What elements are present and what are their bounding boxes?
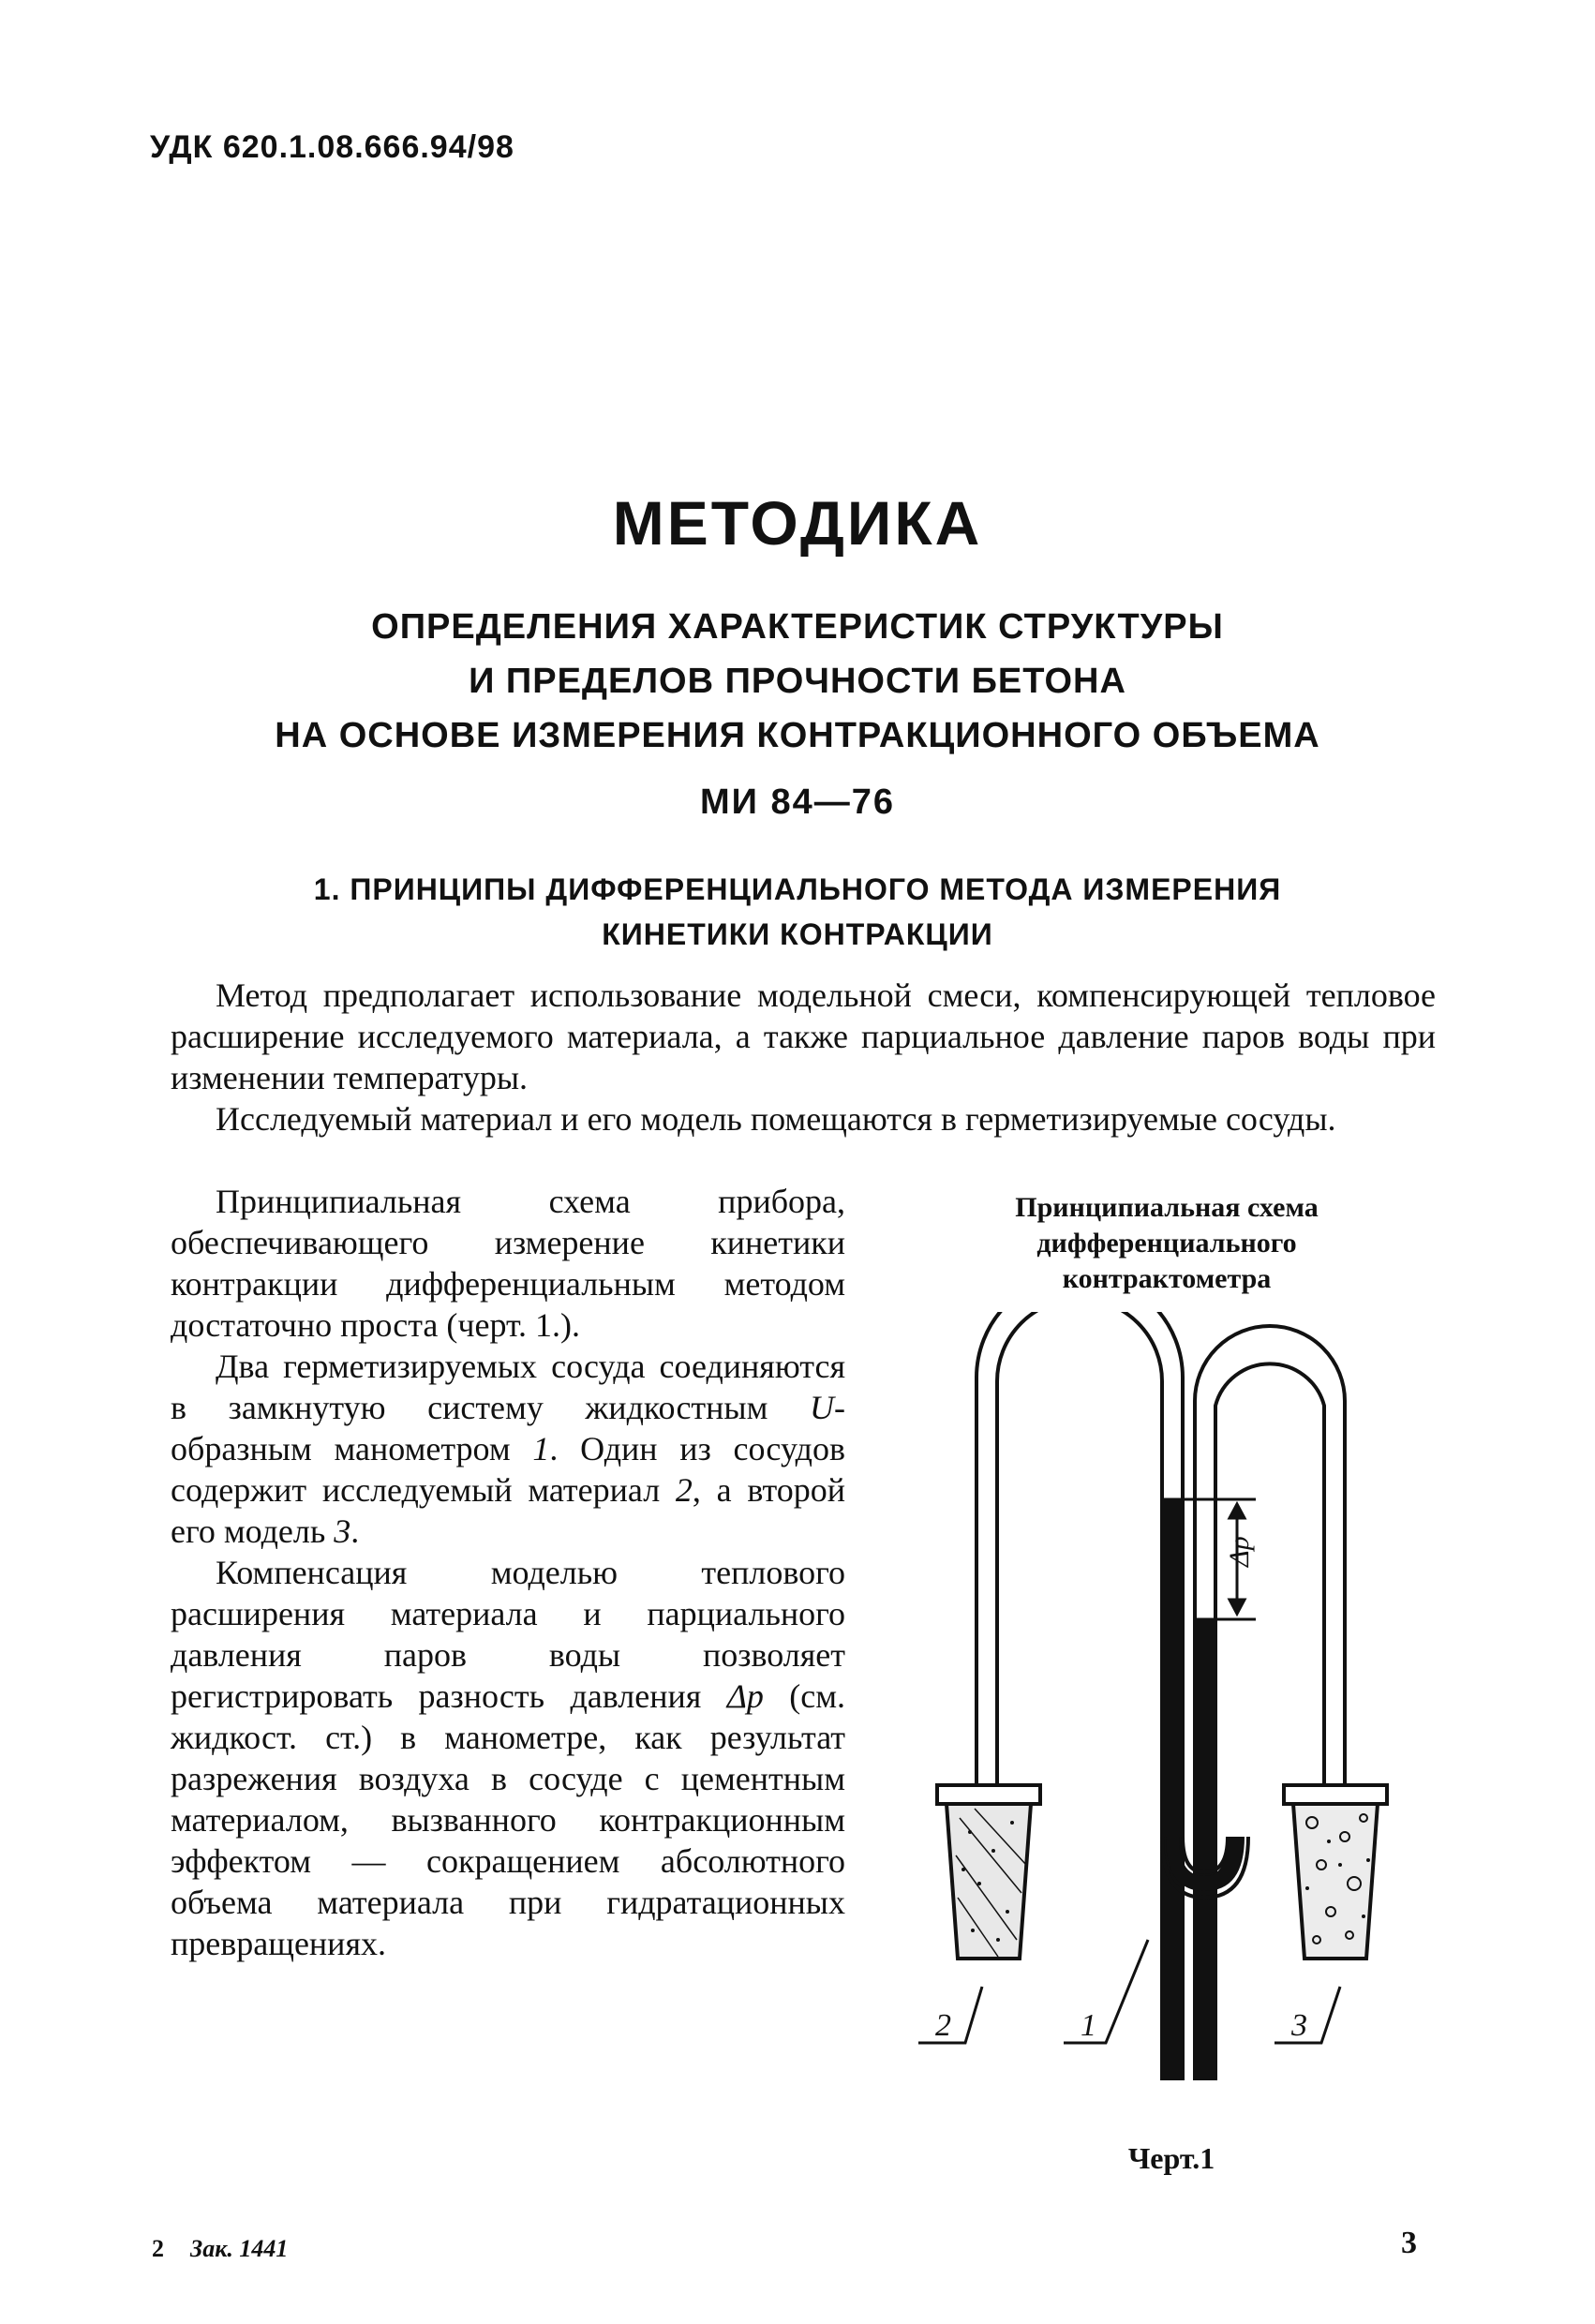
text-run: (см. жидкост. ст.) в манометре, как результат разрежения воздуха в сосуде с цементным материалом, вызванного контракционным эффектом — сокращением абсолютного объема материала при гидратационных превращениях. (171, 1677, 845, 1962)
text-run-italic: 1 (532, 1430, 550, 1467)
subtitle-line: ОПРЕДЕЛЕНИЯ ХАРАКТЕРИСТИК СТРУКТУРЫ (371, 607, 1224, 647)
footer-info (152, 2235, 288, 2263)
paragraph (171, 1552, 845, 1964)
figure-label: Черт.1 (1127, 2141, 1215, 2175)
paragraph (171, 1346, 845, 1552)
delta-p-label: Δp (1224, 1536, 1255, 1567)
label-material: 2 (935, 2008, 951, 2043)
text-run: Два герметизируемых сосуда соединяются в замкнутую систему жидкостным (171, 1348, 845, 1426)
contractometer-diagram (881, 1312, 1443, 2137)
paragraph: Исследуемый материал и его модель помещаются в герметизируемые сосуды. (216, 1100, 1336, 1138)
figure-caption-line: контрактометра (1062, 1263, 1272, 1294)
manometer-liquid-left (1162, 1499, 1183, 2080)
label-model: 3 (1291, 2008, 1307, 2043)
section-heading-line: КИНЕТИКИ КОНТРАКЦИИ (602, 917, 993, 951)
document-code: МИ 84—76 (699, 782, 896, 822)
label-manometer: 1 (1081, 2008, 1096, 2043)
manometer-liquid-right (1195, 1619, 1215, 2080)
text-run-italic: Δp (726, 1677, 764, 1715)
vessel-model (1284, 1785, 1387, 1959)
right-tube-inner (1215, 1363, 1324, 2080)
body-text-full-width (171, 975, 1436, 1140)
order-number: Зак. 1441 (190, 2235, 289, 2262)
figure-caption (942, 1190, 1392, 1297)
u-tubes (976, 1312, 1345, 2080)
figure-caption-line: дифференциального (1036, 1228, 1297, 1259)
page-number: 3 (1401, 2226, 1417, 2260)
document-title: МЕТОДИКА (612, 488, 983, 558)
section-heading (0, 867, 1595, 957)
paragraph: Принципиальная схема прибора, обеспечивающего измерение кинетики контракции дифференциальным методом достаточно проста (черт. 1.). (171, 1183, 845, 1344)
text-run: , а второй его модель (171, 1471, 845, 1550)
text-run: Компенсация моделью теплового расширения материала и парциального давления паров воды позволяет регистрировать разность давления (171, 1554, 845, 1715)
subtitle-line: НА ОСНОВЕ ИЗМЕРЕНИЯ КОНТРАКЦИОННОГО ОБЪЕМА (275, 716, 1320, 755)
sheet-number: 2 (152, 2235, 164, 2262)
paragraph: Метод предполагает использование модельной смеси, компенсирующей тепловое расширение исследуемого материала, а также парциальное давление паров воды при изменении температуры. (171, 976, 1436, 1096)
text-run: . Один из сосудов содержит исследуемый материал (171, 1430, 845, 1509)
body-text-column (171, 1181, 845, 1964)
text-run-italic: 3 (334, 1512, 351, 1550)
subtitle-line: И ПРЕДЕЛОВ ПРОЧНОСТИ БЕТОНА (469, 662, 1126, 701)
text-run-italic: U (810, 1389, 834, 1426)
text-run: -образным манометром (171, 1389, 845, 1467)
left-tube-outer (976, 1312, 1183, 2080)
document-subtitle (0, 600, 1595, 763)
figure-caption-line: Принципиальная схема (1015, 1192, 1319, 1223)
section-heading-line: 1. ПРИНЦИПЫ ДИФФЕРЕНЦИАЛЬНОГО МЕТОДА ИЗМЕРЕНИЯ (313, 872, 1282, 906)
text-run-italic: 2 (675, 1471, 693, 1509)
udk-code: УДК 620.1.08.666.94/98 (150, 129, 514, 165)
vessel-material (937, 1785, 1040, 1959)
text-run: . (350, 1512, 360, 1550)
